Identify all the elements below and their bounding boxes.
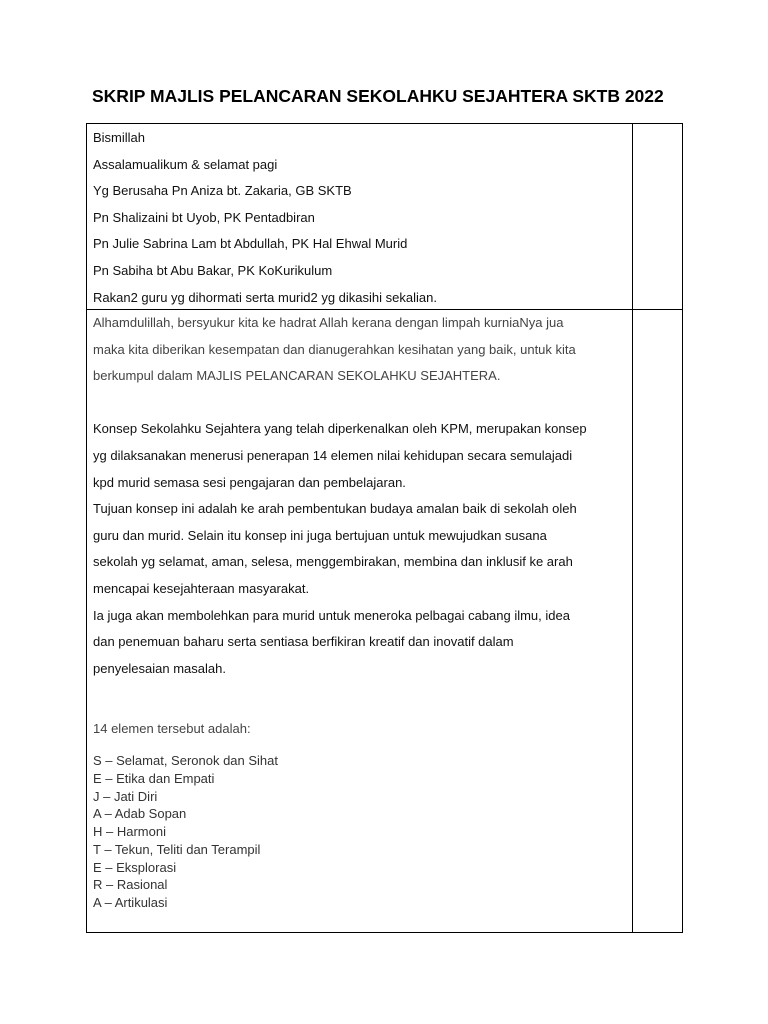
greeting-line: Pn Sabiha bt Abu Bakar, PK KoKurikulum [93,262,333,278]
concept-line: Tujuan konsep ini adalah ke arah pembentukan budaya amalan baik di sekolah oleh [93,501,577,517]
script-table [86,123,683,933]
table-row-greeting [87,124,683,310]
greeting-line: Yg Berusaha Pn Aniza bt. Zakaria, GB SKTB [93,183,352,199]
blank-spacer [93,390,632,417]
element-item: E – Eksplorasi [93,859,177,875]
greeting-line: Assalamualikum & selamat pagi [93,156,278,172]
blank-spacer [93,682,632,709]
intro-line: berkumpul dalam MAJLIS PELANCARAN SEKOLAHKU SEJAHTERA. [93,368,501,384]
greeting-line: Bismillah [93,130,146,145]
document-title: SKRIP MAJLIS PELANCARAN SEKOLAHKU SEJAHTERA SKTB 2022 [92,86,664,106]
concept-line: Ia juga akan membolehkan para murid untuk meneroka pelbagai cabang ilmu, idea [93,607,570,623]
element-item: A – Adab Sopan [93,806,187,822]
element-item: T – Tekun, Teliti dan Terampil [93,841,261,857]
element-item: A – Artikulasi [93,895,168,911]
concept-line: penyelesaian masalah. [93,660,226,676]
greeting-line: Pn Shalizaini bt Uyob, PK Pentadbiran [93,209,315,225]
greeting-cell [87,124,633,310]
element-item: E – Etika dan Empati [93,770,215,786]
side-cell-empty [633,124,683,310]
side-cell-empty [633,310,683,933]
greeting-line: Pn Julie Sabrina Lam bt Abdullah, PK Hal Ehwal Murid [93,236,408,252]
intro-line: Alhamdulillah, bersyukur kita ke hadrat Allah kerana dengan limpah kurniaNya jua [93,315,564,330]
elements-heading: 14 elemen tersebut adalah: [93,720,251,736]
concept-line: sekolah yg selamat, aman, selesa, menggembirakan, membina dan inklusif ke arah [93,554,573,570]
concept-line: guru dan murid. Selain itu konsep ini juga bertujuan untuk mewujudkan susana [93,527,547,543]
element-item: J – Jati Diri [93,788,158,804]
intro-line: maka kita diberikan kesempatan dan dianugerahkan kesihatan yang baik, untuk kita [93,341,576,357]
table-row-body [87,310,683,933]
concept-line: dan penemuan baharu serta sentiasa berfikiran kreatif dan inovatif dalam [93,634,514,650]
element-item: R – Rasional [93,877,168,893]
concept-line: kpd murid semasa sesi pengajaran dan pembelajaran. [93,474,406,490]
concept-line: yg dilaksanakan menerusi penerapan 14 elemen nilai kehidupan secara semulajadi [93,447,573,463]
body-cell [87,310,633,933]
concept-line: Konsep Sekolahku Sejahtera yang telah diperkenalkan oleh KPM, merupakan konsep [93,421,587,437]
concept-line: mencapai kesejahteraan masyarakat. [93,580,310,596]
element-item: S – Selamat, Seronok dan Sihat [93,752,279,768]
element-item: H – Harmoni [93,824,166,840]
greeting-line: Rakan2 guru yg dihormati serta murid2 yg dikasihi sekalian. [93,289,437,305]
